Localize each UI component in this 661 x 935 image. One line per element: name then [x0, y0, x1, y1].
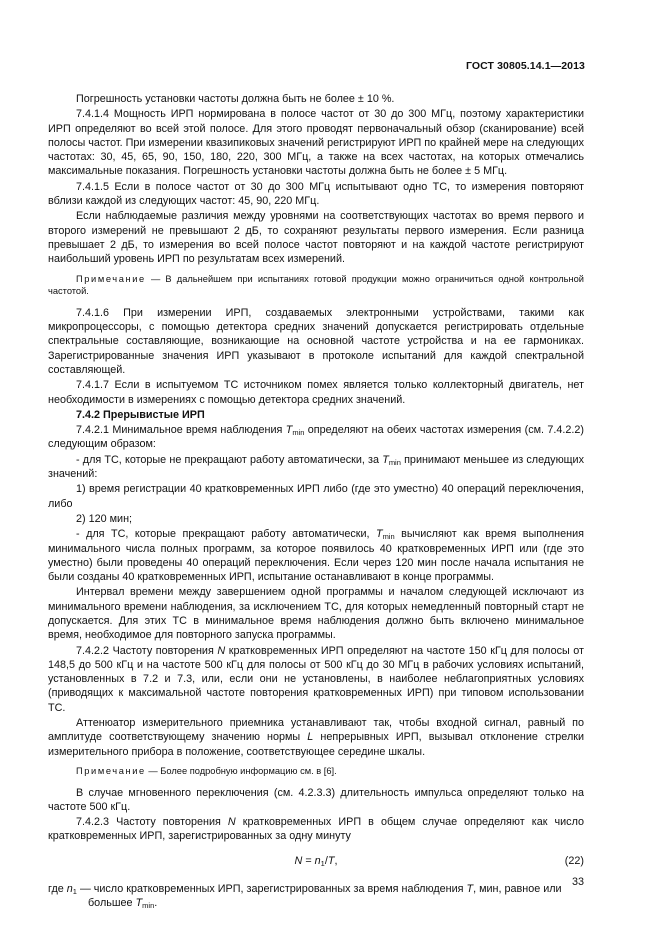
note-label: Примечание — [76, 273, 146, 284]
paragraph-7-4-1-7: 7.4.1.7 Если в испытуемом ТС источником помех является только коллекторный двигатель, нет необходимости в измерениях с помощью детектора средних значений. — [48, 379, 584, 406]
formula-22 — [48, 852, 584, 874]
paragraph: Если наблюдаемые различия между уровнями на соответствующих частотах во время первого и второго измерений не превышают 2 дБ, то сохраняют результаты первого измерения. Если разница превышает 2 дБ, то измерения во всей полосе частот повторяют и на каждой частоте регистрируют наибольший уровень ИРП по результатам всех измерений. — [48, 210, 584, 266]
document-body — [48, 92, 584, 910]
paragraph-7-4-2-1: 7.4.2.1 Минимальное время наблюдения $T_{min}$ определяют на обеих частотах измерения (см. 7.4.2.2) следующим образом: — [48, 424, 584, 451]
formula-legend: где $n_1$ — число кратковременных ИРП, зарегистрированных за время наблюдения T, мин, равное или большее $T_{min}$. — [48, 882, 562, 911]
paragraph: В случае мгновенного переключения (см. 4.2.3.3) длительность импульса определяют только на частоте 500 кГц. — [48, 786, 584, 813]
note-text: — В дальнейшем при испытаниях готовой продукции можно ограничиться одной контрольной частотой. — [48, 273, 584, 297]
paragraph-7-4-2-3: 7.4.2.3 Частоту повторения N кратковременных ИРП в общем случае определяют как число кратковременных ИРП, зарегистрированных за одну минуту — [48, 816, 584, 843]
paragraph: Погрешность установки частоты должна быть не более ± 10 %. — [76, 93, 395, 105]
list-item: - для ТС, которые не прекращают работу автоматически, за $T_{min}$ принимают меньшее из следующих значений: — [48, 453, 584, 481]
list-item: 1) время регистрации 40 кратковременных ИРП либо (где это уместно) 40 операций переключения, либо — [48, 483, 584, 510]
formula-expression: $N = n_1/T$, — [294, 854, 338, 868]
page-number: 33 — [571, 876, 584, 888]
section-heading: 7.4.2 Прерывистые ИРП — [76, 408, 205, 421]
note-label: Примечание — [76, 765, 146, 776]
paragraph: Аттенюатор измерительного приемника устанавливают так, чтобы входной сигнал, равный по амплитуде соответствующему значению нормы L непрерывных ИРП, вызывал отклонение стрелки измерительного прибора в положение, соответствующее середине шкалы. — [48, 717, 584, 758]
note — [48, 273, 584, 298]
formula-number: (22) — [564, 854, 584, 867]
paragraph: Интервал времени между завершением одной программы и началом следующей исключают из минимального времени наблюдения, за исключением ТС, для которых немедленный повторный старт не допускается. Для этих ТС в минимальное время наблюдения должно быть включено минимальное время, необходимое для повторного запуска программы. — [48, 586, 584, 642]
paragraph-7-4-1-5: 7.4.1.5 Если в полосе частот от 30 до 300 МГц испытывают одно ТС, то измерения повторяют вблизи каждой из следующих частот: 45, 90, 220 МГц. — [48, 180, 584, 208]
paragraph-7-4-2-2: 7.4.2.2 Частоту повторения N кратковременных ИРП определяют на частоте 150 кГц для полосы от 148,5 до 500 кГц и на частоте 500 кГц для полосы от 500 кГц до 30 МГц в рабочих условиях испытаний, установленных в 7.2 и 7.3, или, если они не установлены, в наиболее неблагоприятных условиях (приводящих к максимальной частоте повторения кратковременных ИРП) при типовом использовании ТС. — [48, 644, 584, 714]
note-text: — Более подробную информацию см. в [6]. — [145, 765, 337, 776]
list-item: - для ТС, которые прекращают работу автоматически, $T_{min}$ вычисляют как время выполнения минимального числа полных программ, за которое появилось 40 кратковременных ИРП или (где это уместно) были проведены 40 операций переключения. Если через 120 мин после начала испытания не были созданы 40 кратковременных ИРП, испытание останавливают в конце программы. — [48, 528, 584, 584]
paragraph-7-4-1-6: 7.4.1.6 При измерении ИРП, создаваемых электронными устройствами, такими как микропроцессоры, с помощью детектора средних значений допускается регистрировать отдельные спектральные составляющие, возникающие на основной частоте устройства и на ее гармониках. Зарегистрированные значения ИРП указывают в протоколе испытаний для каждой спектральной составляющей. — [48, 306, 584, 376]
note — [48, 765, 584, 778]
standard-header: ГОСТ 30805.14.1—2013 — [465, 60, 585, 72]
list-item: 2) 120 мин; — [76, 512, 133, 525]
paragraph-7-4-1-4: 7.4.1.4 Мощность ИРП нормирована в полосе частот от 30 до 300 МГц, поэтому характеристики ИРП определяют во всей этой полосе. Для этого проводят первоначальный обзор (сканирование) всей полосы частот. При измерении квазипиковых значений регистрируют ИРП по крайней мере на следующих частотах: 30, 45, 65, 90, 150, 180, 220, 300 МГц, а также на всех частотах, на которых отмечались максимальные показания. Погрешность установки частоты должна быть не более ± 5 МГц. — [48, 108, 584, 178]
